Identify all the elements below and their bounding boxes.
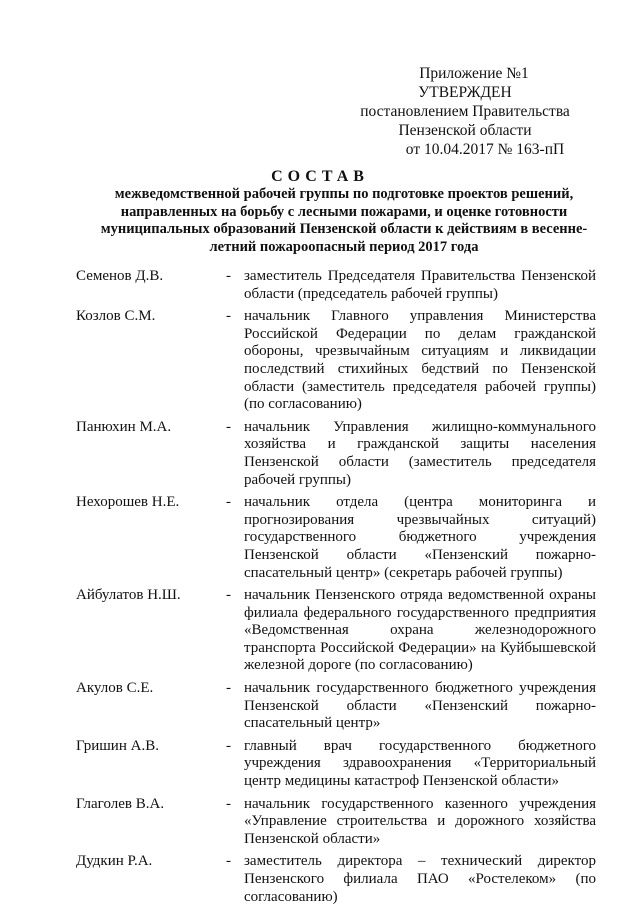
member-name: Акулов С.Е. <box>76 680 154 697</box>
member-name: Панюхин М.А. <box>76 418 172 435</box>
member-dash: - <box>226 418 231 435</box>
member-name: Глаголев В.А. <box>76 795 165 812</box>
member-name: Дудкин Р.А. <box>76 853 153 870</box>
member-row <box>76 680 596 733</box>
member-role: начальник государственного бюджетного учреждения Пензенской области «Пензенский пожарно-спасательный центр» <box>244 680 596 732</box>
member-row <box>76 494 596 582</box>
approval-date: от 10.04.2017 № 163-пП <box>405 141 565 158</box>
approval-block <box>340 64 590 159</box>
approved-region: Пензенской области <box>398 122 532 139</box>
document-title: СОСТАВ <box>271 168 369 185</box>
members-list <box>76 268 596 911</box>
member-name: Нехорошев Н.Е. <box>76 494 180 511</box>
member-dash: - <box>226 587 231 604</box>
member-name: Айбулатов Н.Ш. <box>76 587 181 604</box>
approved-by: постановлением Правительства <box>360 103 570 120</box>
member-name: Гришин А.В. <box>76 737 159 754</box>
member-name: Семенов Д.В. <box>76 268 164 284</box>
member-row <box>76 308 596 414</box>
document-subtitle: межведомственной рабочей группы по подготовке проектов решений, направленных на борьбу с лесными пожарами, и оценке готовности муниципальных образований Пензенской области к действиям в весенне-летний пожароопасный период 2017 года <box>100 186 588 255</box>
appendix-number: Приложение №1 <box>419 65 529 82</box>
member-dash: - <box>226 853 231 870</box>
member-dash: - <box>226 308 231 325</box>
member-role: главный врач государственного бюджетного учреждения здравоохранения «Территориальный центр медицины катастроф Пензенской области» <box>244 737 596 790</box>
member-dash: - <box>226 795 231 812</box>
member-row <box>76 796 596 849</box>
member-dash: - <box>226 680 231 697</box>
member-dash: - <box>226 494 231 511</box>
member-role: начальник отдела (центра мониторинга и прогнозирования чрезвычайных ситуаций) государственного бюджетного учреждения Пензенской области «Пензенский пожарно-спасательный центр» (секретарь рабочей группы) <box>244 494 596 581</box>
member-role: начальник Главного управления Министерства Российской Федерации по делам гражданской обороны, чрезвычайным ситуациям и ликвидации последствий стихийных бедствий по Пензенской области (заместитель председателя рабочей группы) (по согласованию) <box>244 308 596 413</box>
member-row <box>76 853 596 906</box>
member-name: Козлов С.М. <box>76 308 156 325</box>
approved-label: УТВЕРЖДЕН <box>418 84 512 101</box>
member-role: заместитель директора – технический директор Пензенского филиала ПАО «Ростелеком» (по согласованию) <box>244 853 596 905</box>
member-role: заместитель Председателя Правительства Пензенской области (председатель рабочей группы) <box>244 268 596 302</box>
member-row <box>76 738 596 791</box>
member-role: начальник Управления жилищно-коммунального хозяйства и гражданской защиты населения Пензенской области (заместитель председателя рабочей группы) <box>244 418 596 488</box>
member-dash: - <box>226 737 231 754</box>
member-role: начальник Пензенского отряда ведомственной охраны филиала федерального государственного предприятия «Ведомственная охрана железнодорожного транспорта Российской Федерации» на Куйбышевской железной дороге (по согласованию) <box>244 587 596 674</box>
member-role: начальник государственного казенного учреждения «Управление строительства и дорожного хозяйства Пензенской области» <box>244 795 596 847</box>
member-row <box>76 587 596 675</box>
member-row <box>76 268 596 303</box>
member-dash: - <box>226 268 231 284</box>
member-row <box>76 419 596 489</box>
